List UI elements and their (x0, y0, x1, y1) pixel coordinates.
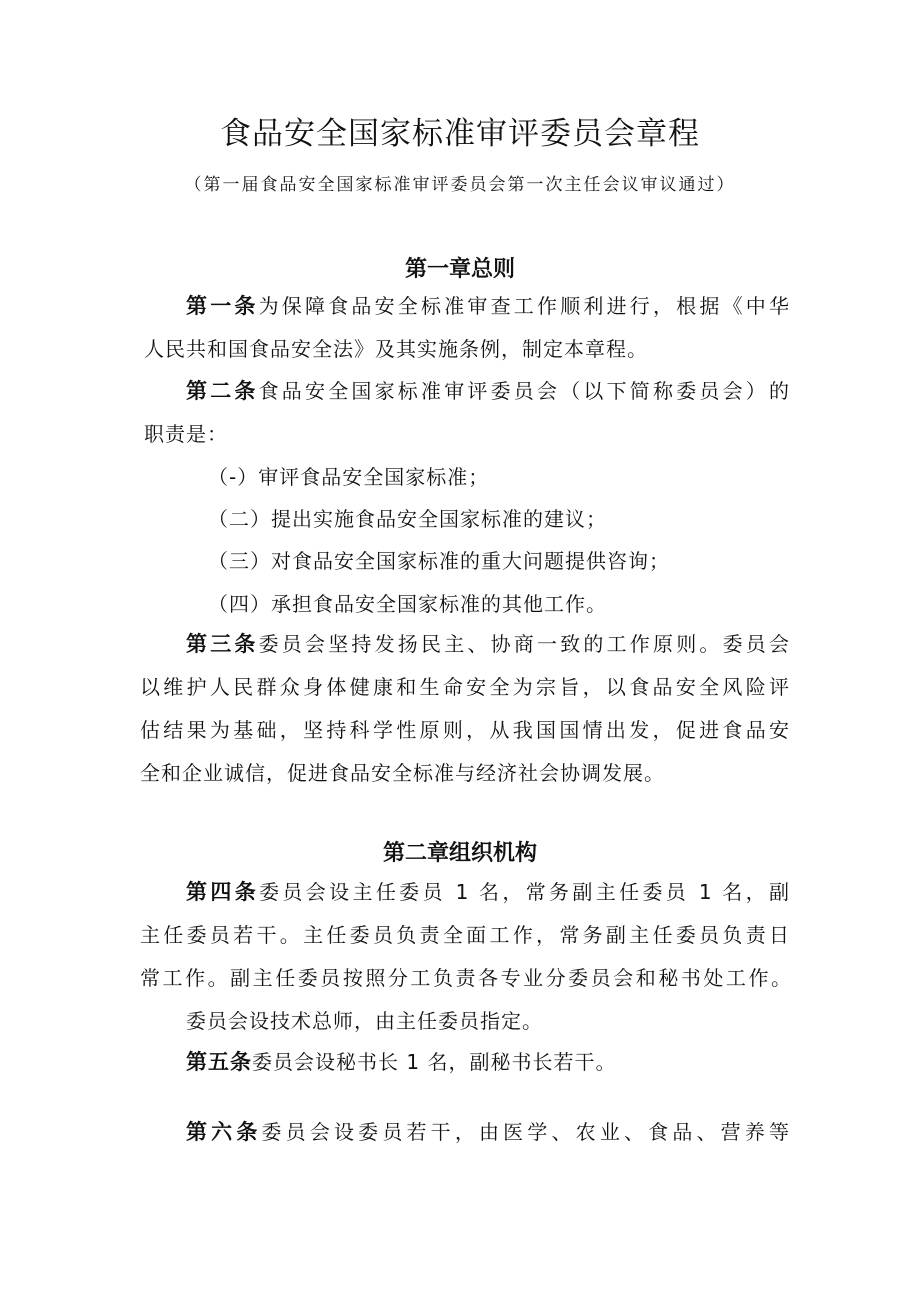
article-text: 委员会坚持发扬民主、协商一致的工作原则。委员会 (258, 632, 791, 656)
article-4-line-3: 常工作。副主任委员按照分工负责各专业分委员会和秘书处工作。 (140, 966, 792, 990)
article-text: 为保障食品安全标准审查工作顺利进行，根据《中华 (258, 294, 791, 318)
list-item: （三）对食品安全国家标准的重大问题提供咨询； (208, 549, 670, 573)
article-text: 委员会设秘书长 1 名，副秘书长若干。 (252, 1050, 617, 1074)
article-label: 第五条 (186, 1050, 252, 1074)
article-4-line-1 (186, 878, 790, 906)
article-3-line-3: 估结果为基础，坚持科学性原则，从我国国情出发，促进食品安 (140, 718, 790, 742)
article-label: 第四条 (186, 880, 260, 904)
article-1-line-2: 人民共和国食品安全法》及其实施条例，制定本章程。 (144, 337, 648, 361)
article-text: 委员会设委员若干，由医学、农业、食品、营养等 (261, 1120, 790, 1144)
chapter-heading-1: 第一章总则 (404, 257, 515, 282)
article-4-line-2: 主任委员若干。主任委员负责全面工作，常务副主任委员负责日 (140, 923, 790, 947)
list-item: （-）审评食品安全国家标准； (208, 465, 490, 489)
article-label: 第二条 (186, 379, 259, 403)
list-item: （四）承担食品安全国家标准的其他工作。 (208, 592, 607, 616)
article-3-line-2: 以维护人民群众身体健康和生命安全为宗旨，以食品安全风险评 (140, 675, 790, 699)
document-title: 食品安全国家标准审评委员会章程 (220, 116, 700, 152)
document-subtitle: （第一届食品安全国家标准审评委员会第一次主任会议审议通过） (184, 175, 736, 195)
article-text: 委员会设主任委员 1 名，常务副主任委员 1 名，副 (259, 880, 790, 904)
article-label: 第六条 (186, 1120, 262, 1144)
article-2-line-2: 职责是： (144, 422, 228, 446)
article-4-line-4: 委员会设技术总师，由主任委员指定。 (186, 1009, 543, 1033)
article-text: 食品安全国家标准审评委员会（以下简称委员会）的 (258, 379, 791, 403)
chapter-heading-2: 第二章组织机构 (382, 841, 537, 866)
article-3-line-1 (186, 630, 790, 658)
article-label: 第三条 (186, 632, 259, 656)
article-6-line-1 (186, 1118, 790, 1146)
article-2-line-1 (186, 377, 790, 405)
list-item: （二）提出实施食品安全国家标准的建议； (208, 507, 607, 531)
article-1-line-1 (186, 292, 790, 320)
article-3-line-4: 全和企业诚信，促进食品安全标准与经济社会协调发展。 (140, 761, 665, 785)
article-label: 第一条 (186, 294, 259, 318)
article-5-line-1 (186, 1048, 836, 1076)
